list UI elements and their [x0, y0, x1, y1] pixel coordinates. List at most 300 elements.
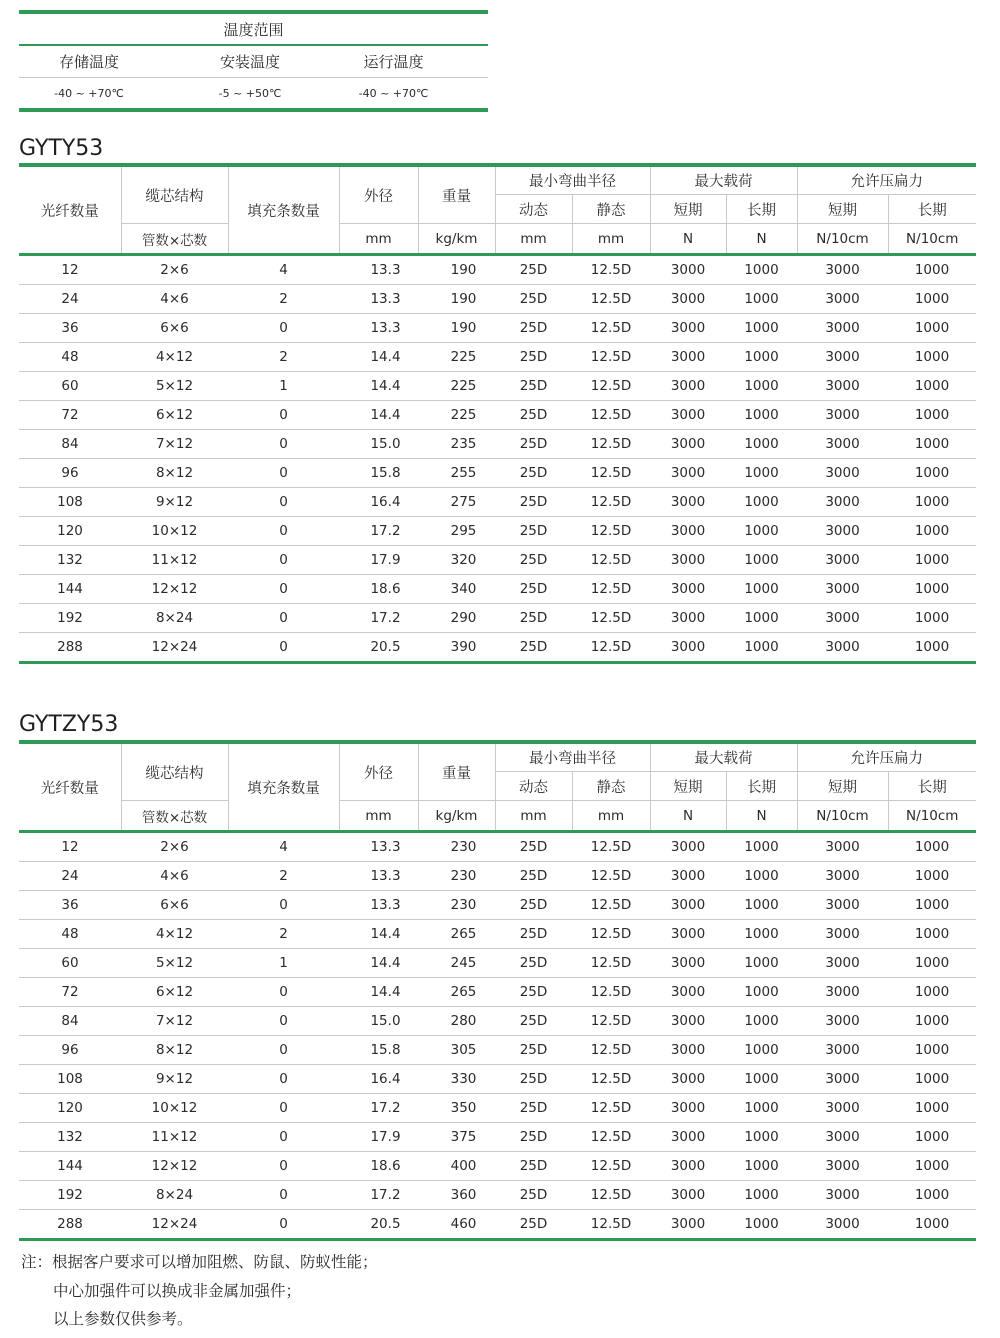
- cell-filler-count: 0: [228, 604, 339, 633]
- temperature-labels-row: [19, 46, 488, 77]
- cell-outer-diameter: 20.5: [339, 1210, 418, 1240]
- cell-load-short: 3000: [650, 517, 726, 546]
- cell-fiber-count: 120: [19, 517, 121, 546]
- cell-fiber-count: 24: [19, 285, 121, 314]
- cell-bend-dynamic: 25D: [495, 1181, 572, 1210]
- cell-weight: 460: [418, 1210, 495, 1240]
- cell-bend-dynamic: 25D: [495, 978, 572, 1007]
- cell-bend-dynamic: 25D: [495, 862, 572, 891]
- cell-crush-short: 3000: [797, 575, 888, 604]
- cell-fiber-count: 108: [19, 488, 121, 517]
- cell-outer-diameter: 18.6: [339, 1152, 418, 1181]
- cell-tube-x-core: 7×12: [121, 1007, 228, 1036]
- temperature-title: 温度范围: [223, 20, 284, 39]
- cell-crush-short: 3000: [797, 459, 888, 488]
- cell-crush-long: 1000: [888, 372, 976, 401]
- header-core-structure: 缆芯结构: [121, 165, 228, 224]
- table-row: [19, 633, 976, 663]
- table-row: [19, 314, 976, 343]
- section-title-gytzy53: GYTZY53: [19, 712, 119, 737]
- cell-load-short: 3000: [650, 1181, 726, 1210]
- cell-weight: 295: [418, 517, 495, 546]
- cell-bend-static: 12.5D: [572, 546, 650, 575]
- header-dynamic: 动态: [495, 772, 572, 801]
- cell-crush-long: 1000: [888, 430, 976, 459]
- cell-bend-static: 12.5D: [572, 575, 650, 604]
- cell-load-long: 1000: [726, 285, 797, 314]
- cell-outer-diameter: 14.4: [339, 401, 418, 430]
- spec-table-gytzy53: [19, 740, 976, 1241]
- header-crush-long: 长期: [888, 772, 976, 801]
- cell-outer-diameter: 13.3: [339, 314, 418, 343]
- cell-crush-short: 3000: [797, 920, 888, 949]
- cell-outer-diameter: 13.3: [339, 862, 418, 891]
- cell-bend-dynamic: 25D: [495, 832, 572, 862]
- notes: [21, 1248, 378, 1334]
- cell-filler-count: 4: [228, 832, 339, 862]
- header-crush-short: 短期: [797, 195, 888, 224]
- cell-fiber-count: 132: [19, 1123, 121, 1152]
- cell-load-long: 1000: [726, 862, 797, 891]
- cell-load-short: 3000: [650, 430, 726, 459]
- cell-fiber-count: 192: [19, 604, 121, 633]
- table-row: [19, 1065, 976, 1094]
- cell-bend-static: 12.5D: [572, 430, 650, 459]
- cell-fiber-count: 72: [19, 401, 121, 430]
- cell-bend-static: 12.5D: [572, 1152, 650, 1181]
- cell-load-long: 1000: [726, 459, 797, 488]
- cell-crush-short: 3000: [797, 343, 888, 372]
- cell-load-long: 1000: [726, 314, 797, 343]
- cell-outer-diameter: 17.2: [339, 1094, 418, 1123]
- cell-crush-long: 1000: [888, 832, 976, 862]
- cell-weight: 330: [418, 1065, 495, 1094]
- cell-outer-diameter: 13.3: [339, 832, 418, 862]
- header-dynamic: 动态: [495, 195, 572, 224]
- cell-weight: 280: [418, 1007, 495, 1036]
- header-tube-x-core: 管数×芯数: [121, 801, 228, 832]
- table-row: [19, 862, 976, 891]
- cell-bend-dynamic: 25D: [495, 488, 572, 517]
- cell-fiber-count: 84: [19, 430, 121, 459]
- cell-bend-static: 12.5D: [572, 459, 650, 488]
- cell-fiber-count: 60: [19, 372, 121, 401]
- unit-load-long: N: [726, 801, 797, 832]
- cell-load-long: 1000: [726, 575, 797, 604]
- cell-crush-short: 3000: [797, 633, 888, 663]
- unit-load-short: N: [650, 801, 726, 832]
- cell-crush-long: 1000: [888, 862, 976, 891]
- cell-load-long: 1000: [726, 978, 797, 1007]
- cell-tube-x-core: 10×12: [121, 517, 228, 546]
- table-row: [19, 255, 976, 285]
- cell-bend-static: 12.5D: [572, 517, 650, 546]
- cell-outer-diameter: 16.4: [339, 1065, 418, 1094]
- cell-fiber-count: 144: [19, 1152, 121, 1181]
- cell-outer-diameter: 15.0: [339, 430, 418, 459]
- cell-crush-long: 1000: [888, 401, 976, 430]
- cell-crush-long: 1000: [888, 1123, 976, 1152]
- header-outer-diameter: 外径: [339, 165, 418, 224]
- cell-outer-diameter: 20.5: [339, 633, 418, 663]
- cell-tube-x-core: 6×6: [121, 891, 228, 920]
- cell-weight: 225: [418, 343, 495, 372]
- cell-crush-long: 1000: [888, 1094, 976, 1123]
- cell-outer-diameter: 13.3: [339, 285, 418, 314]
- cell-crush-short: 3000: [797, 604, 888, 633]
- cell-bend-dynamic: 25D: [495, 891, 572, 920]
- cell-load-short: 3000: [650, 285, 726, 314]
- cell-crush-short: 3000: [797, 546, 888, 575]
- header-fiber-count: 光纤数量: [19, 165, 121, 255]
- unit-outer-diameter: mm: [339, 224, 418, 255]
- cell-fiber-count: 36: [19, 891, 121, 920]
- unit-crush-long: N/10cm: [888, 224, 976, 255]
- table-row: [19, 891, 976, 920]
- cell-weight: 265: [418, 920, 495, 949]
- cell-weight: 375: [418, 1123, 495, 1152]
- cell-weight: 265: [418, 978, 495, 1007]
- cell-filler-count: 2: [228, 862, 339, 891]
- unit-load-short: N: [650, 224, 726, 255]
- cell-tube-x-core: 8×12: [121, 459, 228, 488]
- cell-fiber-count: 48: [19, 343, 121, 372]
- cell-weight: 255: [418, 459, 495, 488]
- cell-outer-diameter: 15.8: [339, 459, 418, 488]
- table-row: [19, 1152, 976, 1181]
- unit-outer-diameter: mm: [339, 801, 418, 832]
- cell-outer-diameter: 14.4: [339, 978, 418, 1007]
- cell-load-long: 1000: [726, 255, 797, 285]
- header-load-short: 短期: [650, 195, 726, 224]
- cell-outer-diameter: 13.3: [339, 255, 418, 285]
- cell-load-long: 1000: [726, 1036, 797, 1065]
- cell-load-short: 3000: [650, 1065, 726, 1094]
- cell-bend-static: 12.5D: [572, 401, 650, 430]
- cell-fiber-count: 120: [19, 1094, 121, 1123]
- cell-load-long: 1000: [726, 546, 797, 575]
- header-load-long: 长期: [726, 772, 797, 801]
- cell-fiber-count: 96: [19, 1036, 121, 1065]
- cell-bend-static: 12.5D: [572, 372, 650, 401]
- header-outer-diameter: 外径: [339, 742, 418, 801]
- cell-crush-short: 3000: [797, 1007, 888, 1036]
- storage-temp-label: 存储温度: [58, 53, 119, 71]
- cell-fiber-count: 60: [19, 949, 121, 978]
- cell-load-short: 3000: [650, 862, 726, 891]
- cell-load-short: 3000: [650, 1152, 726, 1181]
- cell-bend-dynamic: 25D: [495, 255, 572, 285]
- cell-bend-dynamic: 25D: [495, 1007, 572, 1036]
- cell-crush-short: 3000: [797, 1152, 888, 1181]
- header-core-structure: 缆芯结构: [121, 742, 228, 801]
- cell-outer-diameter: 17.9: [339, 1123, 418, 1152]
- operating-temp-value: -40 ~ +70℃: [358, 86, 429, 100]
- cell-bend-dynamic: 25D: [495, 285, 572, 314]
- cell-load-short: 3000: [650, 891, 726, 920]
- note-line: 以上参数仅供参考。: [53, 1310, 193, 1328]
- cell-weight: 230: [418, 891, 495, 920]
- cell-crush-short: 3000: [797, 372, 888, 401]
- cell-tube-x-core: 8×24: [121, 1181, 228, 1210]
- table-row: [19, 1036, 976, 1065]
- cell-load-short: 3000: [650, 546, 726, 575]
- cell-bend-static: 12.5D: [572, 343, 650, 372]
- cell-load-short: 3000: [650, 255, 726, 285]
- cell-bend-static: 12.5D: [572, 633, 650, 663]
- unit-load-long: N: [726, 224, 797, 255]
- cell-bend-dynamic: 25D: [495, 430, 572, 459]
- cell-weight: 235: [418, 430, 495, 459]
- cell-filler-count: 2: [228, 343, 339, 372]
- table-row: [19, 488, 976, 517]
- cell-crush-short: 3000: [797, 978, 888, 1007]
- cell-filler-count: 0: [228, 978, 339, 1007]
- cell-filler-count: 0: [228, 401, 339, 430]
- cell-crush-long: 1000: [888, 488, 976, 517]
- temperature-table: [19, 10, 488, 112]
- cell-crush-long: 1000: [888, 459, 976, 488]
- header-min-bend-radius: 最小弯曲半径: [495, 742, 650, 772]
- unit-dynamic: mm: [495, 224, 572, 255]
- cell-weight: 230: [418, 832, 495, 862]
- cell-crush-short: 3000: [797, 949, 888, 978]
- cell-outer-diameter: 14.4: [339, 343, 418, 372]
- note-line: 注：根据客户要求可以增加阻燃、防鼠、防蚁性能；: [21, 1253, 378, 1271]
- cell-filler-count: 0: [228, 517, 339, 546]
- cell-load-long: 1000: [726, 488, 797, 517]
- cell-bend-dynamic: 25D: [495, 1123, 572, 1152]
- cell-tube-x-core: 5×12: [121, 949, 228, 978]
- cell-outer-diameter: 14.4: [339, 920, 418, 949]
- cell-filler-count: 0: [228, 430, 339, 459]
- cell-load-short: 3000: [650, 372, 726, 401]
- cell-filler-count: 0: [228, 633, 339, 663]
- cell-crush-short: 3000: [797, 488, 888, 517]
- cell-crush-short: 3000: [797, 1123, 888, 1152]
- header-crush: 允许压扁力: [797, 165, 976, 195]
- spec-table-gyty53: [19, 163, 976, 664]
- cell-tube-x-core: 8×12: [121, 1036, 228, 1065]
- cell-load-short: 3000: [650, 832, 726, 862]
- cell-fiber-count: 192: [19, 1181, 121, 1210]
- cell-crush-short: 3000: [797, 517, 888, 546]
- table-row: [19, 517, 976, 546]
- table-row: [19, 949, 976, 978]
- cell-crush-short: 3000: [797, 1094, 888, 1123]
- cell-crush-long: 1000: [888, 546, 976, 575]
- cell-bend-static: 12.5D: [572, 1065, 650, 1094]
- cell-load-long: 1000: [726, 1065, 797, 1094]
- cell-crush-long: 1000: [888, 255, 976, 285]
- cell-load-short: 3000: [650, 1123, 726, 1152]
- unit-crush-short: N/10cm: [797, 801, 888, 832]
- table-row: [19, 1094, 976, 1123]
- cell-bend-static: 12.5D: [572, 604, 650, 633]
- cell-fiber-count: 144: [19, 575, 121, 604]
- table-row: [19, 372, 976, 401]
- cell-weight: 390: [418, 633, 495, 663]
- note-line: 中心加强件可以换成非金属加强件；: [53, 1281, 302, 1300]
- unit-crush-short: N/10cm: [797, 224, 888, 255]
- cell-load-short: 3000: [650, 1036, 726, 1065]
- cell-outer-diameter: 17.2: [339, 604, 418, 633]
- cell-load-short: 3000: [650, 575, 726, 604]
- cell-crush-short: 3000: [797, 285, 888, 314]
- cell-weight: 400: [418, 1152, 495, 1181]
- cell-bend-dynamic: 25D: [495, 372, 572, 401]
- cell-load-long: 1000: [726, 430, 797, 459]
- install-temp-value: -5 ~ +50℃: [218, 86, 282, 100]
- cell-bend-dynamic: 25D: [495, 517, 572, 546]
- cell-bend-dynamic: 25D: [495, 1065, 572, 1094]
- table-row: [19, 459, 976, 488]
- cell-crush-long: 1000: [888, 633, 976, 663]
- cell-bend-dynamic: 25D: [495, 1152, 572, 1181]
- table-row: [19, 604, 976, 633]
- cell-bend-static: 12.5D: [572, 285, 650, 314]
- cell-filler-count: 0: [228, 459, 339, 488]
- table-row: [19, 575, 976, 604]
- cell-tube-x-core: 4×6: [121, 862, 228, 891]
- cell-tube-x-core: 8×24: [121, 604, 228, 633]
- cell-fiber-count: 84: [19, 1007, 121, 1036]
- cell-crush-long: 1000: [888, 1181, 976, 1210]
- cell-bend-dynamic: 25D: [495, 459, 572, 488]
- cell-filler-count: 0: [228, 546, 339, 575]
- cell-outer-diameter: 15.0: [339, 1007, 418, 1036]
- install-temp-label: 安装温度: [219, 53, 280, 71]
- cell-load-long: 1000: [726, 1123, 797, 1152]
- operating-temp-label: 运行温度: [363, 53, 424, 71]
- header-static: 静态: [572, 195, 650, 224]
- header-crush-long: 长期: [888, 195, 976, 224]
- header-fiber-count: 光纤数量: [19, 742, 121, 832]
- cell-crush-short: 3000: [797, 1065, 888, 1094]
- cell-load-short: 3000: [650, 1210, 726, 1240]
- table-row: [19, 920, 976, 949]
- cell-crush-long: 1000: [888, 604, 976, 633]
- cell-fiber-count: 36: [19, 314, 121, 343]
- cell-load-short: 3000: [650, 343, 726, 372]
- cell-crush-long: 1000: [888, 314, 976, 343]
- cell-bend-dynamic: 25D: [495, 575, 572, 604]
- cell-crush-long: 1000: [888, 1036, 976, 1065]
- cell-weight: 190: [418, 255, 495, 285]
- cell-crush-long: 1000: [888, 1065, 976, 1094]
- cell-tube-x-core: 4×12: [121, 920, 228, 949]
- cell-outer-diameter: 15.8: [339, 1036, 418, 1065]
- table-row: [19, 1007, 976, 1036]
- cell-bend-static: 12.5D: [572, 488, 650, 517]
- header-max-load: 最大载荷: [650, 165, 797, 195]
- header-load-short: 短期: [650, 772, 726, 801]
- cell-tube-x-core: 12×12: [121, 575, 228, 604]
- cell-load-long: 1000: [726, 1181, 797, 1210]
- cell-bend-dynamic: 25D: [495, 1036, 572, 1065]
- cell-filler-count: 0: [228, 1007, 339, 1036]
- bottom-rule: [19, 108, 488, 112]
- cell-crush-short: 3000: [797, 891, 888, 920]
- cell-load-short: 3000: [650, 1094, 726, 1123]
- cell-load-long: 1000: [726, 1152, 797, 1181]
- cell-fiber-count: 108: [19, 1065, 121, 1094]
- cell-filler-count: 0: [228, 1094, 339, 1123]
- header-max-load: 最大载荷: [650, 742, 797, 772]
- cell-crush-short: 3000: [797, 1181, 888, 1210]
- cell-bend-dynamic: 25D: [495, 546, 572, 575]
- cell-tube-x-core: 9×12: [121, 488, 228, 517]
- cell-crush-long: 1000: [888, 517, 976, 546]
- cell-bend-static: 12.5D: [572, 1094, 650, 1123]
- cell-load-short: 3000: [650, 633, 726, 663]
- cell-weight: 340: [418, 575, 495, 604]
- cell-load-short: 3000: [650, 604, 726, 633]
- cell-tube-x-core: 6×12: [121, 401, 228, 430]
- cell-weight: 190: [418, 285, 495, 314]
- cell-load-long: 1000: [726, 343, 797, 372]
- table-row: [19, 832, 976, 862]
- cell-filler-count: 0: [228, 1152, 339, 1181]
- cell-tube-x-core: 6×12: [121, 978, 228, 1007]
- cell-outer-diameter: 17.9: [339, 546, 418, 575]
- cell-fiber-count: 96: [19, 459, 121, 488]
- cell-bend-dynamic: 25D: [495, 949, 572, 978]
- header-crush-short: 短期: [797, 772, 888, 801]
- cell-crush-short: 3000: [797, 255, 888, 285]
- table-row: [19, 401, 976, 430]
- cell-load-long: 1000: [726, 949, 797, 978]
- cell-bend-dynamic: 25D: [495, 633, 572, 663]
- cell-load-short: 3000: [650, 314, 726, 343]
- temperature-values-row: [19, 78, 488, 108]
- header-static: 静态: [572, 772, 650, 801]
- cell-bend-dynamic: 25D: [495, 920, 572, 949]
- cell-filler-count: 2: [228, 920, 339, 949]
- cell-load-long: 1000: [726, 633, 797, 663]
- cell-fiber-count: 24: [19, 862, 121, 891]
- cell-fiber-count: 48: [19, 920, 121, 949]
- header-weight: 重量: [418, 165, 495, 224]
- header-weight: 重量: [418, 742, 495, 801]
- storage-temp-value: -40 ~ +70℃: [54, 86, 124, 100]
- unit-static: mm: [572, 801, 650, 832]
- table-body: [19, 255, 976, 663]
- cell-load-long: 1000: [726, 372, 797, 401]
- header-filler-count: 填充条数量: [228, 165, 339, 255]
- cell-crush-long: 1000: [888, 1152, 976, 1181]
- cell-tube-x-core: 12×12: [121, 1152, 228, 1181]
- cell-load-short: 3000: [650, 401, 726, 430]
- table-body: [19, 832, 976, 1240]
- section-title-gyty53: GYTY53: [19, 136, 104, 161]
- cell-fiber-count: 288: [19, 633, 121, 663]
- cell-bend-dynamic: 25D: [495, 343, 572, 372]
- header-min-bend-radius: 最小弯曲半径: [495, 165, 650, 195]
- cell-load-short: 3000: [650, 920, 726, 949]
- cell-crush-long: 1000: [888, 343, 976, 372]
- cell-bend-dynamic: 25D: [495, 604, 572, 633]
- cell-bend-static: 12.5D: [572, 891, 650, 920]
- cell-tube-x-core: 11×12: [121, 546, 228, 575]
- cell-load-long: 1000: [726, 401, 797, 430]
- cell-fiber-count: 288: [19, 1210, 121, 1240]
- cell-crush-short: 3000: [797, 832, 888, 862]
- cell-crush-long: 1000: [888, 949, 976, 978]
- unit-weight: kg/km: [418, 801, 495, 832]
- cell-filler-count: 0: [228, 1036, 339, 1065]
- cell-crush-short: 3000: [797, 1036, 888, 1065]
